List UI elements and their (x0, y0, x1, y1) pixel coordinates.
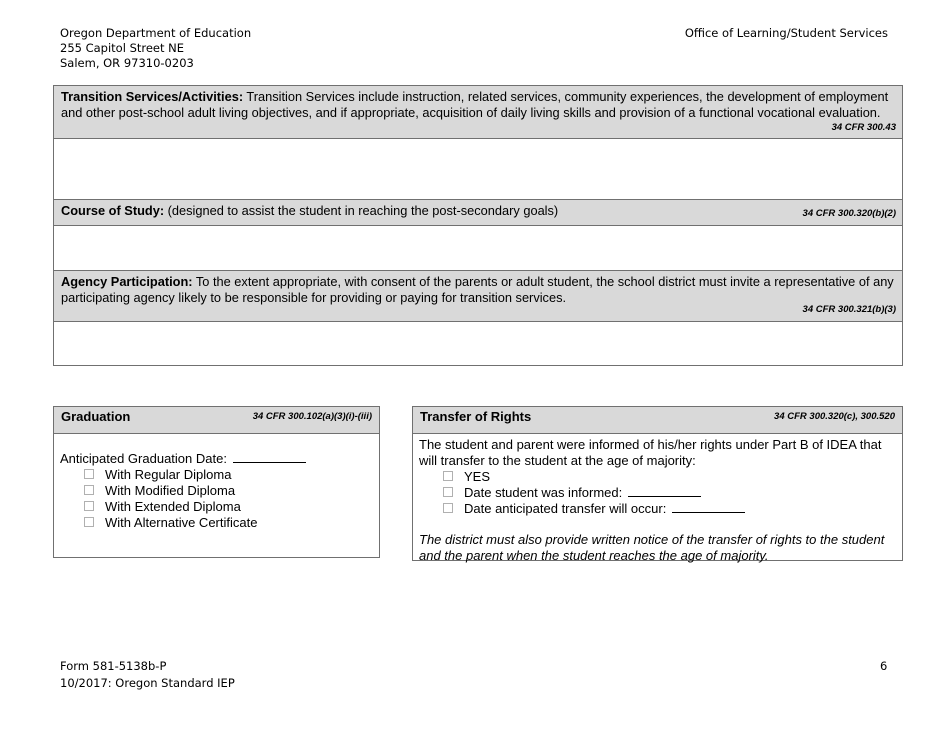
org-name: Oregon Department of Education (60, 26, 252, 40)
form-date: 10/2017: Oregon Standard IEP (60, 676, 235, 690)
transfer-title: Transfer of Rights (420, 409, 532, 424)
transition-table (53, 85, 903, 366)
transfer-header (413, 407, 902, 434)
date-transfer-field[interactable] (672, 502, 745, 513)
transfer-box (412, 406, 903, 561)
date-informed-field[interactable] (628, 486, 701, 497)
option-label: With Modified Diploma (105, 483, 236, 498)
agency-cite: 34 CFR 300.321(b)(3) (802, 303, 896, 315)
option-yes[interactable] (419, 469, 896, 485)
transfer-notice: The district must also provide written notice of the transfer of rights to the student and the parent when the student reaches the age of majority. (419, 532, 885, 563)
option-modified-diploma[interactable] (60, 483, 373, 499)
transition-text: Transition Services include instruction, related services, community experiences, the development of employment and other post-school adult living objectives, and if appropriate, acquisition of daily living skills and provision of a functional vocational evaluation. (61, 89, 889, 120)
checkbox-icon[interactable] (84, 469, 94, 479)
graduation-date-row (60, 451, 373, 467)
option-label: With Regular Diploma (105, 467, 232, 482)
org-street: 255 Capitol Street NE (60, 41, 185, 55)
course-text: (designed to assist the student in reaching the post-secondary goals) (164, 203, 559, 218)
footer-form-info (60, 658, 235, 692)
graduation-cite: 34 CFR 300.102(a)(3)(i)-(iii) (252, 411, 372, 422)
graduation-date-label: Anticipated Graduation Date: (60, 451, 227, 466)
page-number: 6 (880, 659, 888, 673)
course-title: Course of Study: (61, 203, 165, 218)
transition-entry[interactable] (54, 139, 902, 200)
course-header (54, 200, 902, 226)
option-label: With Alternative Certificate (105, 515, 258, 530)
agency-header (54, 271, 902, 322)
checkbox-icon[interactable] (84, 485, 94, 495)
office-name: Office of Learning/Student Services (684, 26, 888, 40)
checkbox-icon[interactable] (443, 487, 453, 497)
org-city: Salem, OR 97310-0203 (60, 56, 194, 70)
option-label: Date anticipated transfer will occur: (464, 501, 667, 516)
org-address (60, 26, 251, 71)
option-date-informed[interactable] (419, 485, 896, 501)
option-date-transfer[interactable] (419, 501, 896, 517)
checkbox-icon[interactable] (84, 517, 94, 527)
option-alternative-certificate[interactable] (60, 515, 373, 531)
transition-cite: 34 CFR 300.43 (831, 121, 896, 133)
option-label: Date student was informed: (464, 485, 623, 500)
form-number: Form 581-5138b-P (60, 659, 167, 673)
agency-text: To the extent appropriate, with consent of the parents or adult student, the school district must invite a representative of any participating agency likely to be responsible for providing or paying for transition services. (61, 274, 894, 305)
course-entry[interactable] (54, 226, 902, 271)
graduation-title: Graduation (61, 409, 131, 424)
option-extended-diploma[interactable] (60, 499, 373, 515)
transfer-body (413, 434, 902, 564)
transition-header (54, 86, 902, 139)
checkbox-icon[interactable] (84, 501, 94, 511)
graduation-body (54, 434, 379, 531)
graduation-box (53, 406, 380, 558)
checkbox-icon[interactable] (443, 471, 453, 481)
transfer-intro: The student and parent were informed of his/her rights under Part B of IDEA that will transfer to the student at the age of majority: (419, 437, 882, 468)
option-label: With Extended Diploma (105, 499, 241, 514)
checkbox-icon[interactable] (443, 503, 453, 513)
transition-title: Transition Services/Activities: (61, 89, 244, 104)
transfer-cite: 34 CFR 300.320(c), 300.520 (774, 411, 895, 422)
graduation-date-field[interactable] (233, 452, 306, 463)
option-label: YES (464, 469, 491, 484)
agency-entry[interactable] (54, 322, 902, 365)
course-cite: 34 CFR 300.320(b)(2) (802, 208, 896, 219)
option-regular-diploma[interactable] (60, 467, 373, 483)
graduation-header (54, 407, 379, 434)
agency-title: Agency Participation: (61, 274, 193, 289)
